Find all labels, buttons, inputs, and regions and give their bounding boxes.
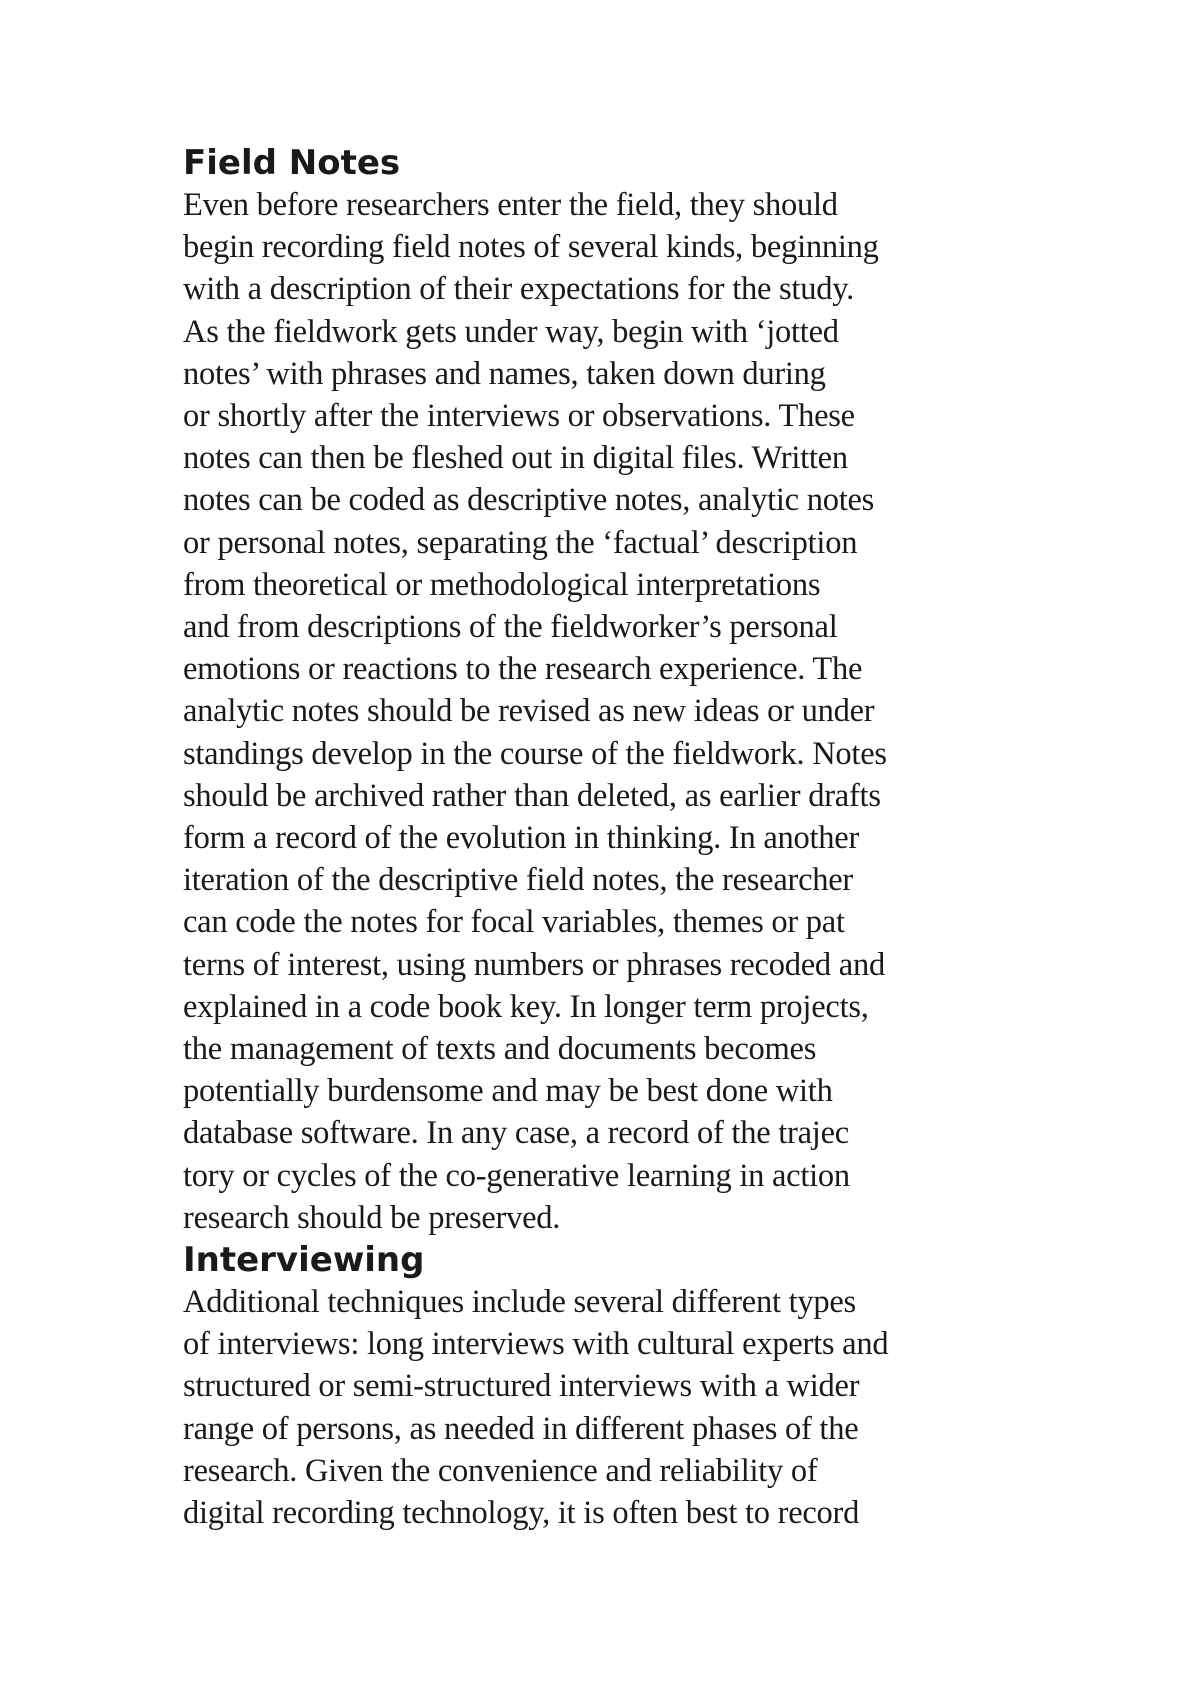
text-line: Additional techniques include several different types <box>183 1284 856 1321</box>
text-line: or personal notes, separating the ‘factual’ description <box>183 524 858 561</box>
text-line: range of persons, as needed in different phases of the <box>183 1410 859 1447</box>
text-line: should be archived rather than deleted, as earlier drafts <box>183 777 881 814</box>
text-line: with a description of their expectations for the study. <box>183 271 854 308</box>
text-line: tory or cycles of the co-generative learning in action <box>183 1157 850 1194</box>
text-line: research should be preserved. <box>183 1199 561 1236</box>
text-line: or shortly after the interviews or observations. These <box>183 398 855 435</box>
text-line: As the fieldwork gets under way, begin with ‘jotted <box>183 313 839 350</box>
text-line: and from descriptions of the fieldworker’s personal <box>183 609 838 646</box>
section-body-field-notes <box>183 184 1023 1239</box>
document-body <box>183 142 1023 1534</box>
text-line: research. Given the convenience and reliability of <box>183 1452 818 1489</box>
text-line: analytic notes should be revised as new ideas or under <box>183 693 875 730</box>
text-line: Even before researchers enter the field, they should <box>183 187 838 223</box>
text-line: structured or semi-structured interviews with a wider <box>183 1368 860 1405</box>
text-line: explained in a code book key. In longer term projects, <box>183 988 869 1025</box>
text-line: notes can be coded as descriptive notes, analytic notes <box>183 482 875 519</box>
text-line: standings develop in the course of the fieldwork. Notes <box>183 735 887 772</box>
text-line: potentially burdensome and may be best done with <box>183 1073 833 1110</box>
text-line: emotions or reactions to the research experience. The <box>183 651 863 688</box>
text-line: from theoretical or methodological interpretations <box>183 566 821 603</box>
text-line: database software. In any case, a record of the trajec <box>183 1115 849 1152</box>
section-heading-interviewing: Interviewing <box>183 1240 425 1281</box>
text-line: of interviews: long interviews with cultural experts and <box>183 1326 889 1363</box>
text-line: begin recording field notes of several kinds, beginning <box>183 229 879 266</box>
text-line: can code the notes for focal variables, themes or pat <box>183 904 845 941</box>
text-line: the management of texts and documents becomes <box>183 1031 817 1068</box>
text-line: terns of interest, using numbers or phrases recoded and <box>183 946 885 983</box>
text-line: iteration of the descriptive field notes, the researcher <box>183 862 854 899</box>
text-line: notes can then be fleshed out in digital files. Written <box>183 440 848 477</box>
section-body-interviewing <box>183 1281 1023 1534</box>
text-line: form a record of the evolution in thinking. In another <box>183 820 860 857</box>
text-line: notes’ with phrases and names, taken down during <box>183 355 826 392</box>
section-heading-field-notes: Field Notes <box>183 143 401 183</box>
text-line: digital recording technology, it is often best to record <box>183 1495 860 1532</box>
